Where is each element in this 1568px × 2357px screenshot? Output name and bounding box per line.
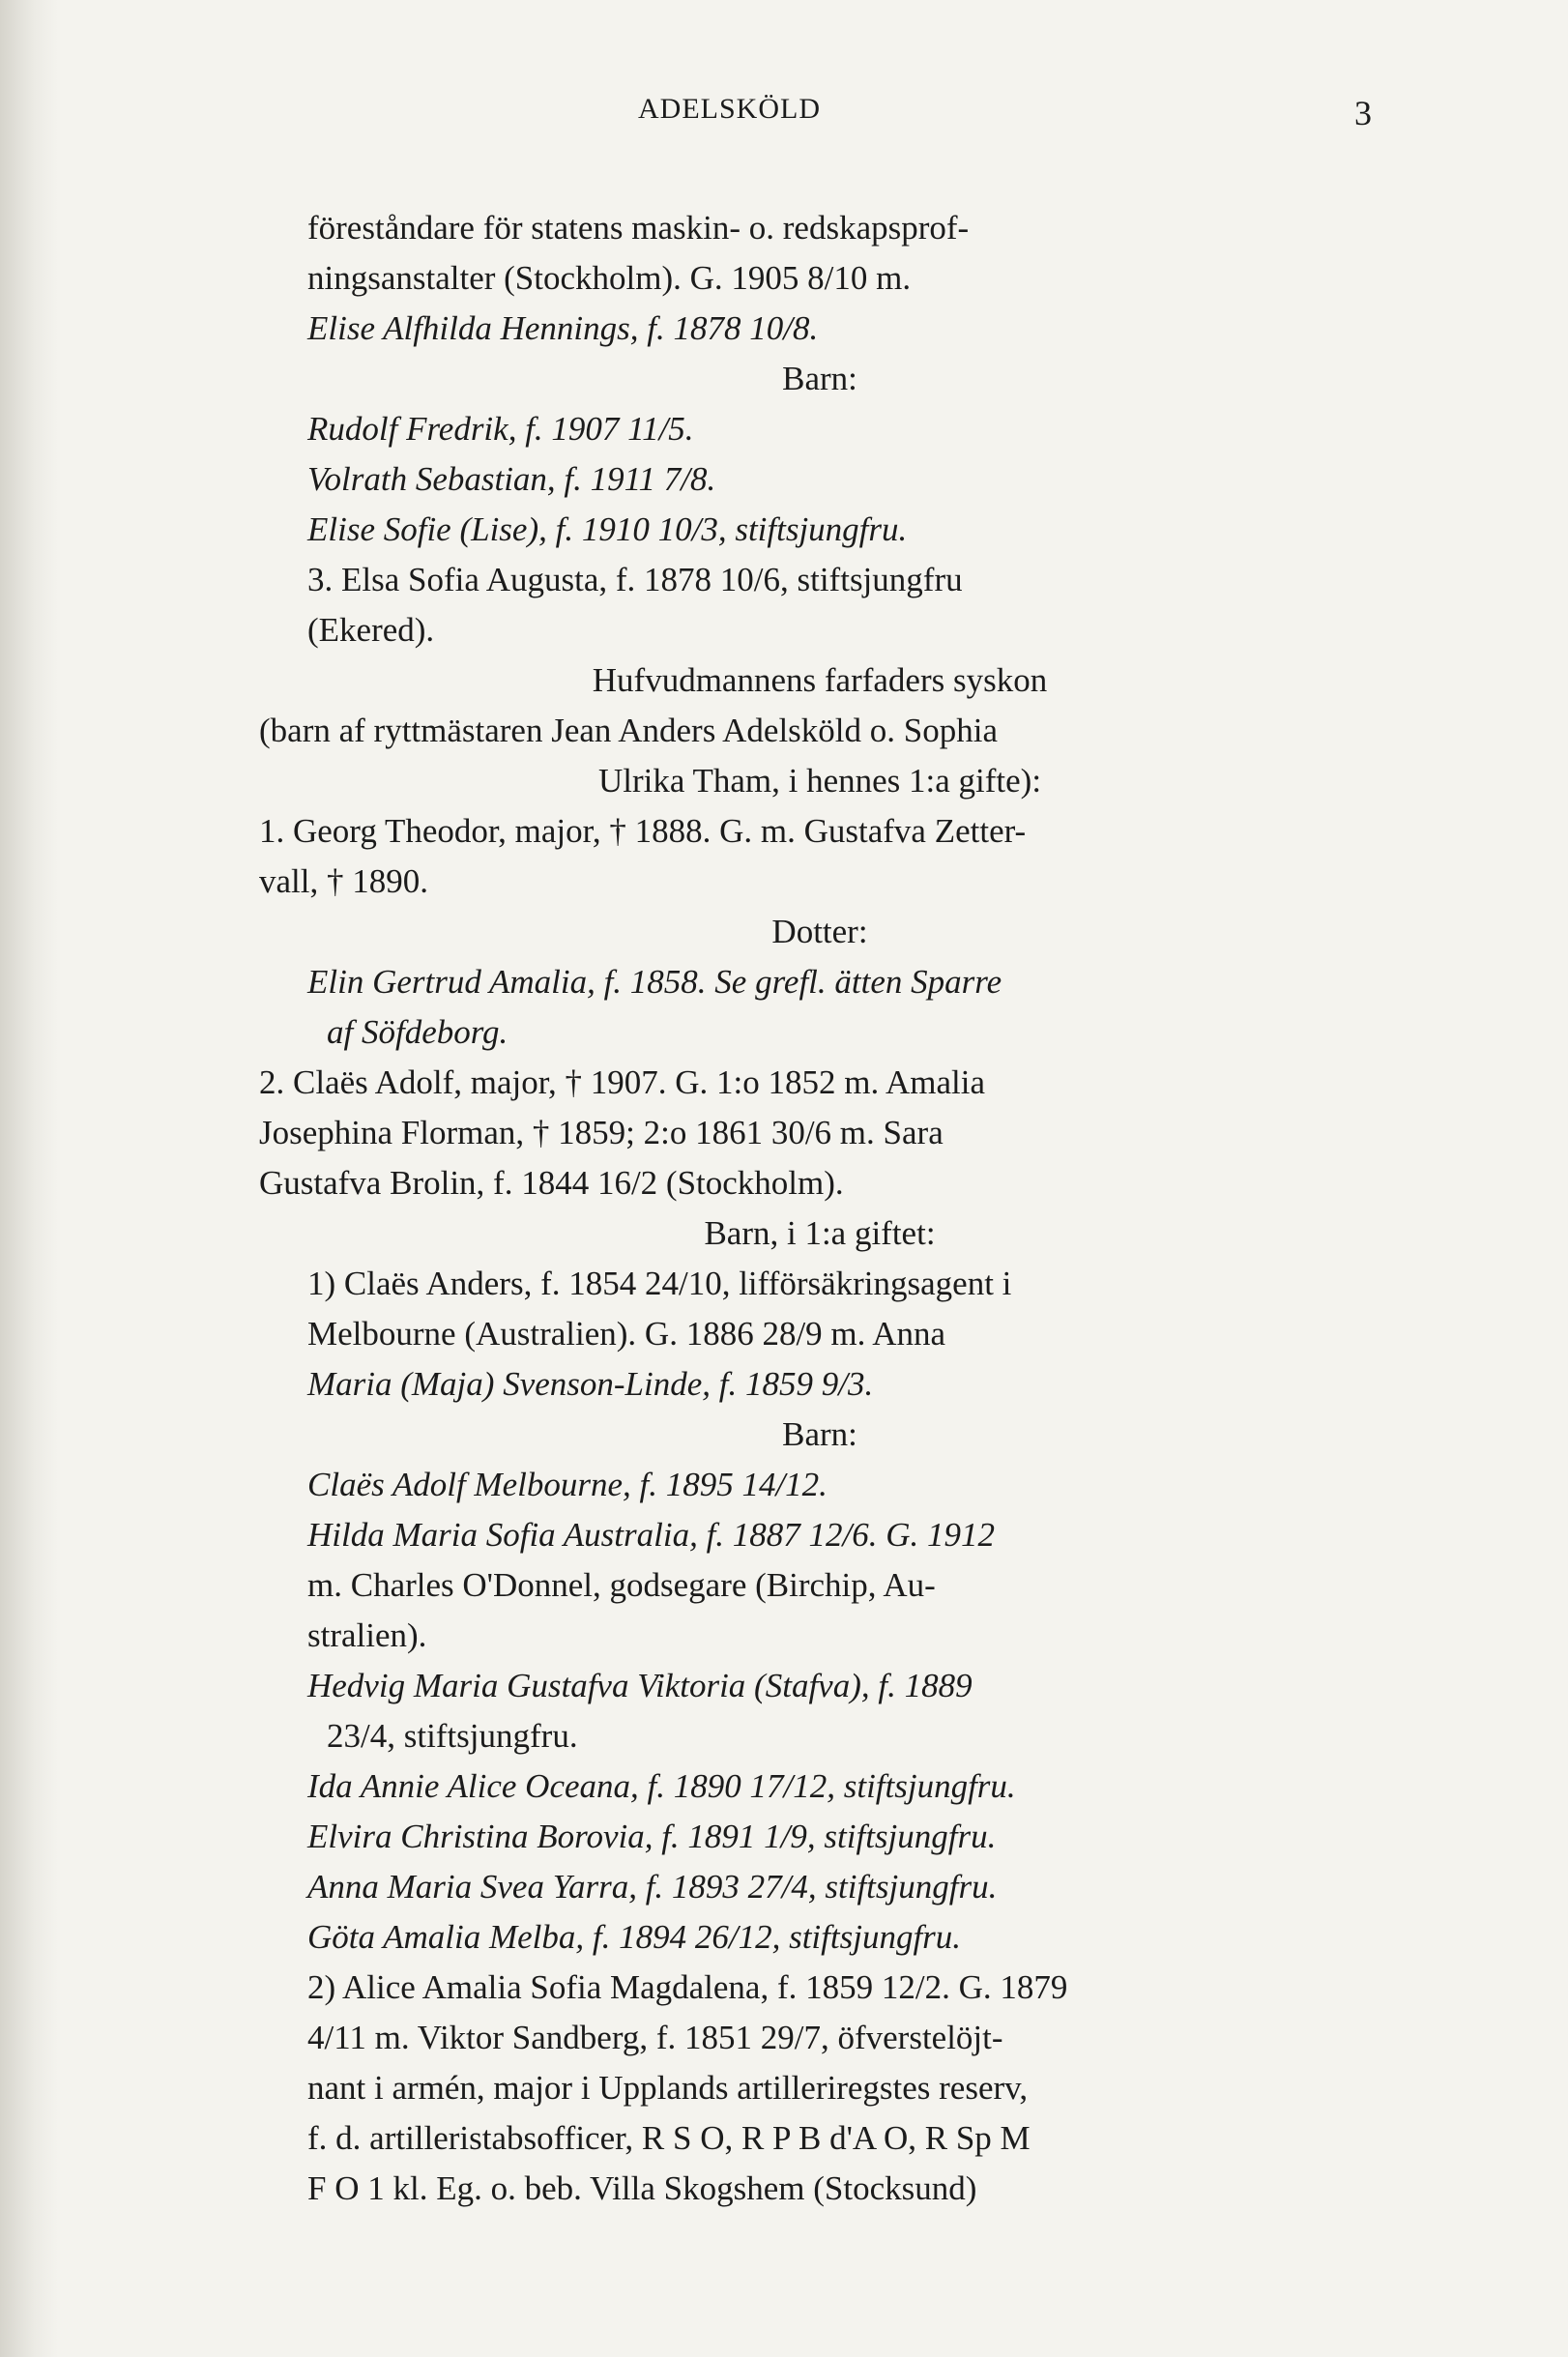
text-line: 2. Claës Adolf, major, † 1907. G. 1:o 1852 m. Amalia — [259, 1063, 986, 1101]
text-line: Claës Adolf Melbourne, f. 1895 14/12. — [307, 1466, 828, 1503]
text-line: Barn: — [782, 360, 857, 397]
text-line: Anna Maria Svea Yarra, f. 1893 27/4, stiftsjungfru. — [307, 1868, 998, 1906]
text-line: (Ekered). — [307, 611, 435, 649]
text-line: Ulrika Tham, i hennes 1:a gifte): — [597, 762, 1042, 800]
text-line: f. d. artilleristabsofficer, R S O, R P B d'A O, R Sp M — [307, 2119, 1031, 2157]
page-header — [638, 93, 1373, 141]
text-line: 3. Elsa Sofia Augusta, f. 1878 10/6, stiftsjungfru — [307, 561, 963, 598]
text-line: Josephina Florman, † 1859; 2:o 1861 30/6 m. Sara — [259, 1114, 944, 1151]
page-edge-shadow — [0, 0, 58, 2357]
running-title: ADELSKÖLD — [638, 93, 821, 125]
text-line: Barn: — [782, 1415, 857, 1453]
text-line: Hilda Maria Sofia Australia, f. 1887 12/6. G. 1912 — [307, 1516, 996, 1554]
text-line: Hedvig Maria Gustafva Viktoria (Stafva), f. 1889 — [307, 1667, 973, 1704]
text-line: Ida Annie Alice Oceana, f. 1890 17/12, stiftsjungfru. — [307, 1767, 1016, 1805]
text-line: F O 1 kl. Eg. o. beb. Villa Skogshem (Stocksund) — [307, 2169, 977, 2207]
text-line: föreståndare för statens maskin- o. redskapsprof- — [307, 209, 970, 247]
text-line: Hufvudmannens farfaders syskon — [592, 661, 1048, 699]
text-line: vall, † 1890. — [259, 862, 428, 900]
text-line: ningsanstalter (Stockholm). G. 1905 8/10 m. — [307, 259, 912, 297]
text-line: Melbourne (Australien). G. 1886 28/9 m. Anna — [307, 1315, 946, 1353]
text-line: Barn, i 1:a giftet: — [704, 1214, 936, 1252]
genealogy-text — [259, 203, 1380, 2214]
text-line: 23/4, stiftsjungfru. — [327, 1717, 578, 1755]
text-line: Dotter: — [771, 913, 868, 950]
text-line: af Söfdeborg. — [327, 1013, 508, 1051]
text-line: Gustafva Brolin, f. 1844 16/2 (Stockholm). — [259, 1164, 844, 1202]
text-line: nant i armén, major i Upplands artilleriregstes reserv, — [307, 2069, 1029, 2107]
text-line: Elise Sofie (Lise), f. 1910 10/3, stiftsjungfru. — [307, 510, 908, 548]
page-number: 3 — [1354, 94, 1373, 132]
text-line: Rudolf Fredrik, f. 1907 11/5. — [307, 410, 694, 448]
text-line: Elin Gertrud Amalia, f. 1858. Se grefl. ätten Sparre — [307, 963, 1002, 1001]
text-line: Elise Alfhilda Hennings, f. 1878 10/8. — [307, 309, 819, 347]
text-line: m. Charles O'Donnel, godsegare (Birchip, Au- — [307, 1566, 936, 1604]
text-line: stralien). — [307, 1616, 427, 1654]
text-line: Maria (Maja) Svenson-Linde, f. 1859 9/3. — [307, 1365, 874, 1403]
text-line: Göta Amalia Melba, f. 1894 26/12, stiftsjungfru. — [307, 1918, 962, 1956]
text-line: 4/11 m. Viktor Sandberg, f. 1851 29/7, öfverstelöjt- — [307, 2019, 1003, 2056]
text-line: (barn af ryttmästaren Jean Anders Adelsköld o. Sophia — [259, 712, 998, 749]
text-line: 2) Alice Amalia Sofia Magdalena, f. 1859 12/2. G. 1879 — [307, 1968, 1068, 2006]
text-line: 1) Claës Anders, f. 1854 24/10, lifförsäkringsagent i — [307, 1265, 1012, 1302]
text-line: Volrath Sebastian, f. 1911 7/8. — [307, 460, 716, 498]
text-line: Elvira Christina Borovia, f. 1891 1/9, stiftsjungfru. — [307, 1818, 997, 1855]
text-line: 1. Georg Theodor, major, † 1888. G. m. Gustafva Zetter- — [259, 812, 1027, 850]
